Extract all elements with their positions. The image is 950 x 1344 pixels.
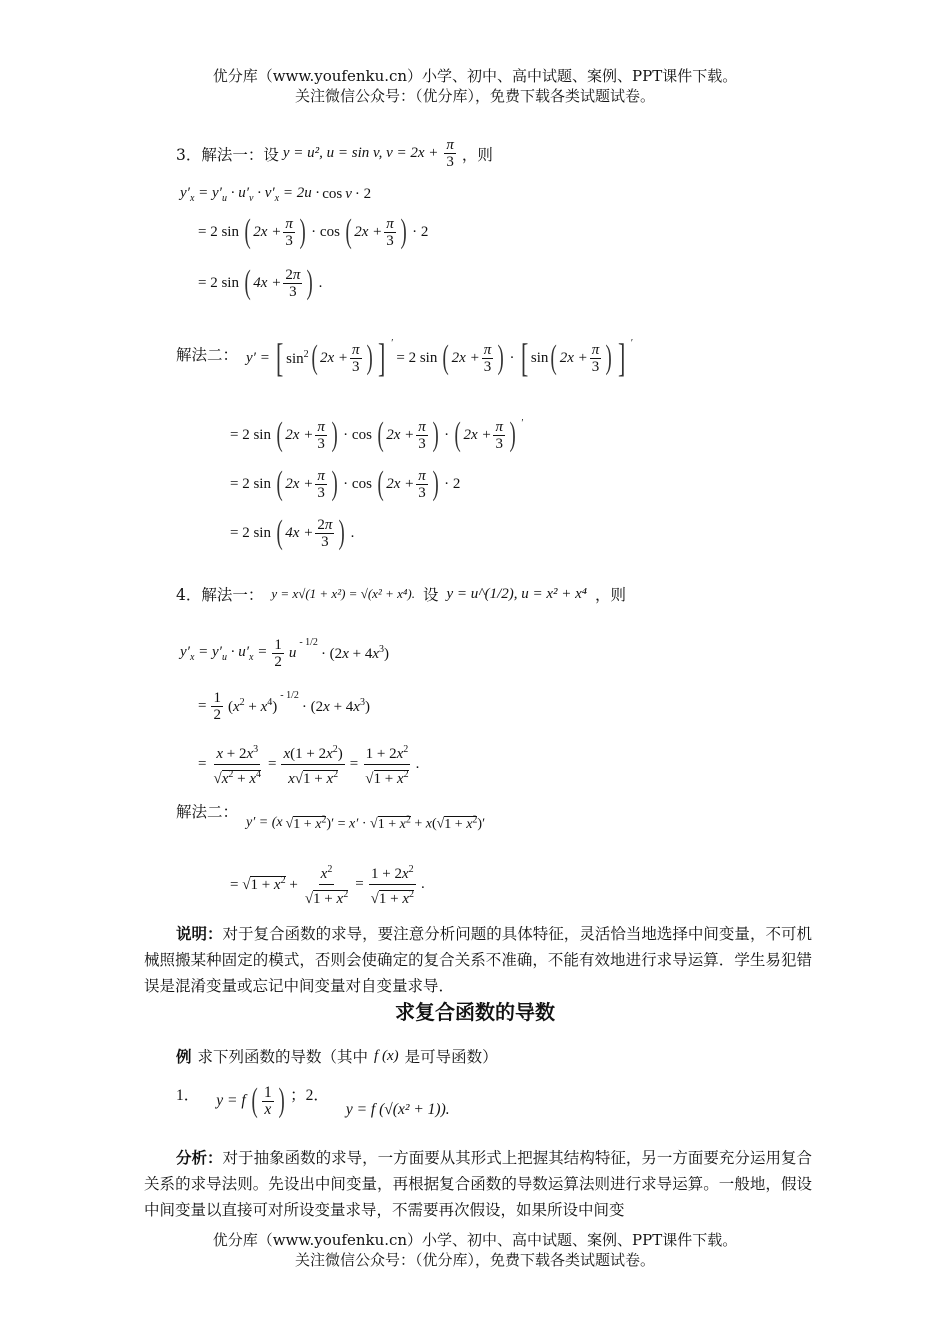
p3-m2-line1: y′ = [ $\sin^2$ ( 2x + $\frac{\pi}{3}$ ) ] ′ = 2 sin ( 2x + $\frac{\pi}{3}$ ) · [ sin ( 2x + $\frac{\pi}{3}$ ) ] ′ — [246, 335, 634, 380]
example-item-2-expr: y = f (√(x² + 1)). — [345, 1101, 450, 1118]
section-title: 求复合函数的导数 — [395, 1000, 555, 1024]
p3-m2-line3: = 2 sin ( 2x + $\frac{\pi}{3}$ ) · cos ( 2x + $\frac{\pi}{3}$ ) · 2 — [230, 465, 461, 502]
header-line-1: 优分库（www.youfenku.cn）小学、初中、高中试题、案例、PPT课件下载。 — [212, 67, 738, 85]
analysis-label: 分析： — [176, 1148, 223, 1167]
p3-m2-line2: = 2 sin ( 2x + $\frac{\pi}{3}$ ) · cos ( 2x + $\frac{\pi}{3}$ ) · ( 2x + $\frac{\pi}{3}$ ) ′ — [230, 416, 524, 453]
problem-3-method-2: 解法二： — [176, 346, 239, 364]
note-paragraph — [144, 921, 812, 999]
example-item-1: 1． — [176, 1087, 200, 1104]
problem-4-method-2: 解法二： — [176, 803, 239, 821]
problem-3-setup — [176, 137, 493, 170]
p3-m1-line2: = 2 sin ( 2x + $\frac{\pi}{3}$ ) · cos ( 2x + $\frac{\pi}{3}$ ) · 2 — [198, 213, 429, 250]
problem-3-lead: 3．解法一：设 — [176, 145, 279, 164]
example-fx: f (x) — [374, 1047, 399, 1064]
header-line-2: 关注微信公众号：（优分库），免费下载各类试题试卷。 — [294, 87, 655, 105]
footer-line-1: 优分库（www.youfenku.cn）小学、初中、高中试题、案例、PPT课件下载。 — [212, 1231, 738, 1249]
footer-line-2: 关注微信公众号：（优分库），免费下载各类试题试卷。 — [294, 1251, 655, 1269]
analysis-text: 对于抽象函数的求导，一方面要从其形式上把握其结构特征，另一方面要充分运用复合关系的求导法则。先设出中间变量，再根据复合函数的导数运算法则进行求导运算。一般地，假设中间变量以直接可对所设变量求导，不需要再次假设，如果所设中间变 — [144, 1149, 812, 1219]
problem-4-lead: 4．解法一： — [176, 586, 264, 604]
p4-m2-line1: y′ = (x $√1 + x^2)' = x' \cdot √1 + x^2 + x(√1 + x^2)'$ — [246, 814, 486, 832]
problem-3-then: ，则 — [461, 145, 493, 164]
pi-over-3: $\frac{\pi}{3}$ — [446, 137, 454, 170]
problem-4-setup — [176, 583, 626, 605]
p4-m1-line3: = $\frac{x + 2x^3}{√x^2 + x^4}$ = $\frac{x(1 + 2x^2)}{x√1 + x^2}$ = $\frac{1 + 2x^2}{√1 + x^2}$ . — [198, 740, 419, 789]
problem-4-set: 设 — [422, 586, 439, 604]
example-separator: ；2． — [290, 1087, 329, 1104]
p4-m1-line1: $y'_x = y'_u \cdot u'_x$ = $\frac{1}{2}$ u $^{- 1/2}$ · $(2x + 4x^3)$ — [180, 637, 389, 670]
p4-m1-line2: = $\frac{1}{2}$ $(x^2 + x^4)$ $^{- 1/2}$ · $(2x + 4x^3)$ — [198, 690, 370, 723]
example-items: 1． y = f ( 1 x ) ；2． y = f (√(x² + 1)). — [176, 1082, 450, 1119]
example-item-1-expr: y = f — [216, 1092, 246, 1109]
example-text-a: 求下列函数的导数（其中 — [197, 1048, 369, 1066]
analysis-paragraph — [144, 1145, 812, 1223]
note-label: 说明： — [176, 924, 223, 943]
problem-4-then: ，则 — [595, 586, 627, 604]
p3-m1-line3: = 2 sin ( 4x + $\frac{2\pi}{3}$ ) . — [198, 264, 323, 301]
note-text: 对于复合函数的求导，要注意分析问题的具体特征，灵活恰当地选择中间变量，不可机械照搬某种固定的模式，否则会使确定的复合关系不准确，不能有效地进行求导运算．学生易犯错误是混淆变量或忘记中间变量对自变量求导． — [144, 925, 812, 995]
p4-m2-line2: = $√1 + x^2$ + $\frac{x^2}{√1 + x^2}$ = $\frac{1 + 2x^2}{√1 + x^2}$ . — [230, 860, 425, 909]
example-line — [176, 1045, 498, 1067]
problem-3-substitution: y = u², u = sin v, v = 2x + — [282, 145, 439, 161]
problem-4-substitution: y = u^(1/2), u = x² + x⁴ — [446, 585, 588, 602]
p3-m1-line1: $y'_x = y'_u \cdot u'_v \cdot v'_x = 2u$ · cos v · 2 — [180, 185, 372, 204]
problem-4-expr: y = x√(1 + x²) = √(x² + x⁴). — [271, 586, 415, 601]
example-label: 例 — [176, 1047, 192, 1066]
p3-m2-line4: = 2 sin ( 4x + $\frac{2\pi}{3}$ ) . — [230, 514, 355, 551]
example-text-b: 是可导函数） — [404, 1048, 498, 1066]
